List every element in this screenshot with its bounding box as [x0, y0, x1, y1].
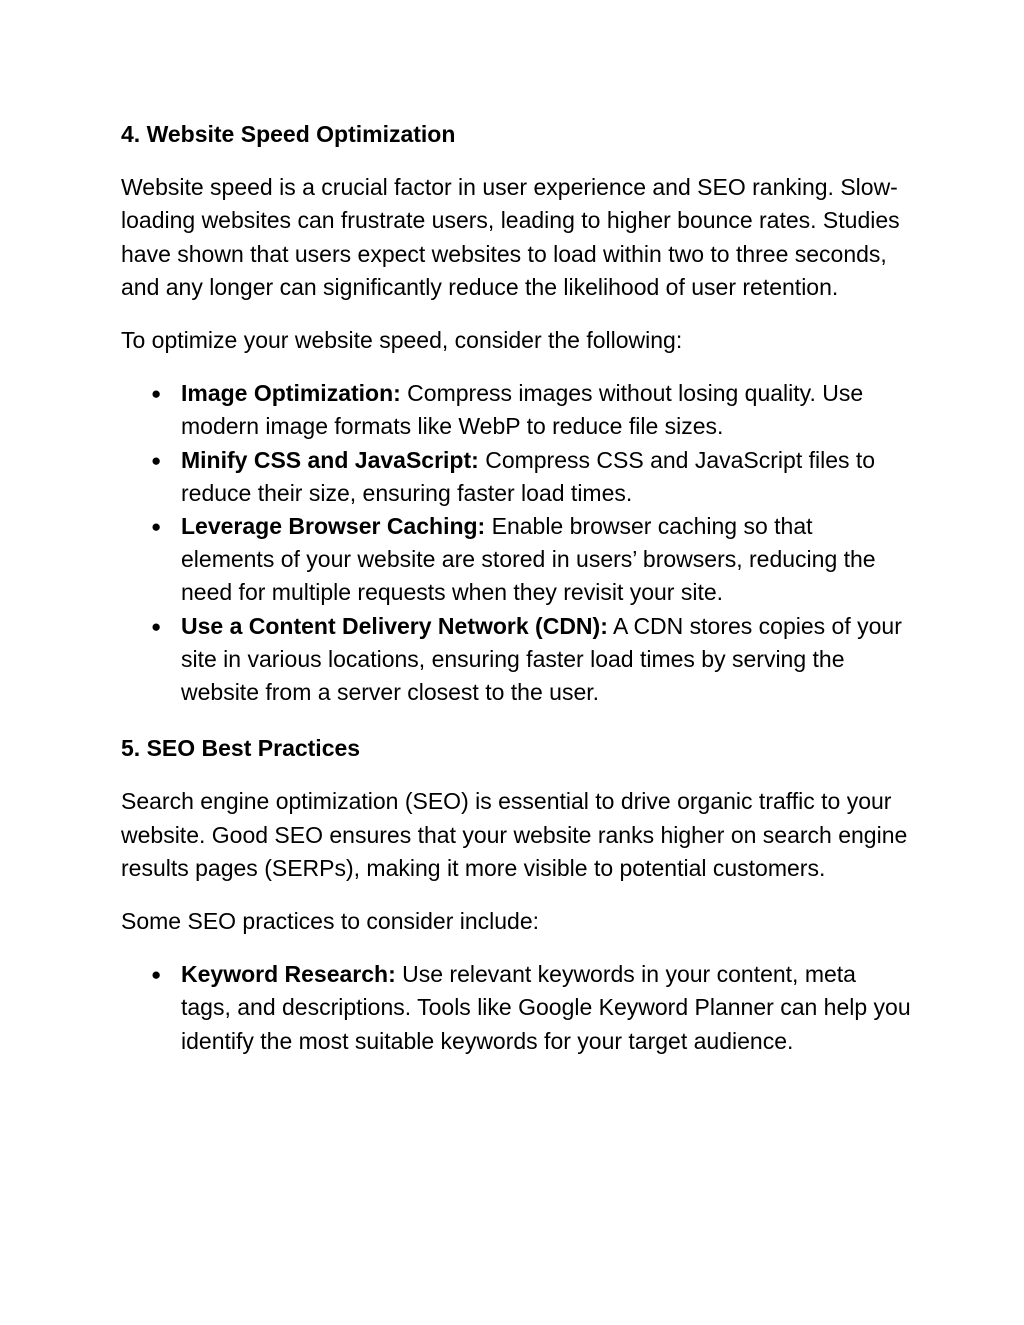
list-item-text: Use relevant keywords in your content, meta tags, and descriptions. Tools like Google Keyword Planner can help you identify the most suitable keywords for your target audience. [181, 961, 911, 1054]
list-lead: To optimize your website speed, consider the following: [121, 327, 683, 354]
section-title: 4. Website Speed Optimization [121, 121, 456, 147]
list-item-term: Minify CSS and JavaScript: [181, 446, 479, 473]
list-item [121, 610, 911, 710]
bullet-icon: ● [151, 450, 162, 470]
list-item-term: Use a Content Delivery Network (CDN): [181, 612, 608, 639]
bullet-icon: ● [151, 517, 162, 537]
list-item [121, 510, 911, 610]
list-lead: Some SEO practices to consider include: [121, 908, 540, 935]
list-item-term: Leverage Browser Caching: [181, 513, 486, 540]
document-page [121, 118, 911, 1058]
list-item-term: Image Optimization: [181, 380, 401, 407]
section-intro: Website speed is a crucial factor in user experience and SEO ranking. Slow-loading websites can frustrate users, leading to higher bounce rates. Studies have shown that users expect websites to load within two to three seconds, and any longer can significantly reduce the likelihood of user retention. [121, 174, 900, 300]
list-item-term: Keyword Research: [181, 961, 396, 988]
list-item [121, 377, 911, 443]
seo-practices-list [121, 958, 911, 1058]
speed-tips-list [121, 377, 911, 709]
list-item-text: A CDN stores copies of your site in various locations, ensuring faster load times by serving the website from a server closest to the user. [181, 612, 902, 706]
bullet-icon: ● [151, 965, 162, 985]
list-item [121, 958, 911, 1058]
list-item [121, 444, 911, 510]
bullet-icon: ● [151, 384, 162, 404]
list-item-text: Compress images without losing quality. Use modern image formats like WebP to reduce file sizes. [181, 380, 864, 440]
section-title: 5. SEO Best Practices [121, 735, 361, 762]
bullet-icon: ● [151, 616, 162, 636]
list-item-text: Enable browser caching so that elements of your website are stored in users’ browsers, reducing the need for multiple requests when they revisit your site. [181, 513, 876, 606]
list-item-text: Compress CSS and JavaScript files to reduce their size, ensuring faster load times. [181, 446, 876, 506]
section-intro: Search engine optimization (SEO) is essential to drive organic traffic to your website. Good SEO ensures that your website ranks higher on search engine results pages (SERPs), making it more visible to potential customers. [121, 788, 908, 881]
